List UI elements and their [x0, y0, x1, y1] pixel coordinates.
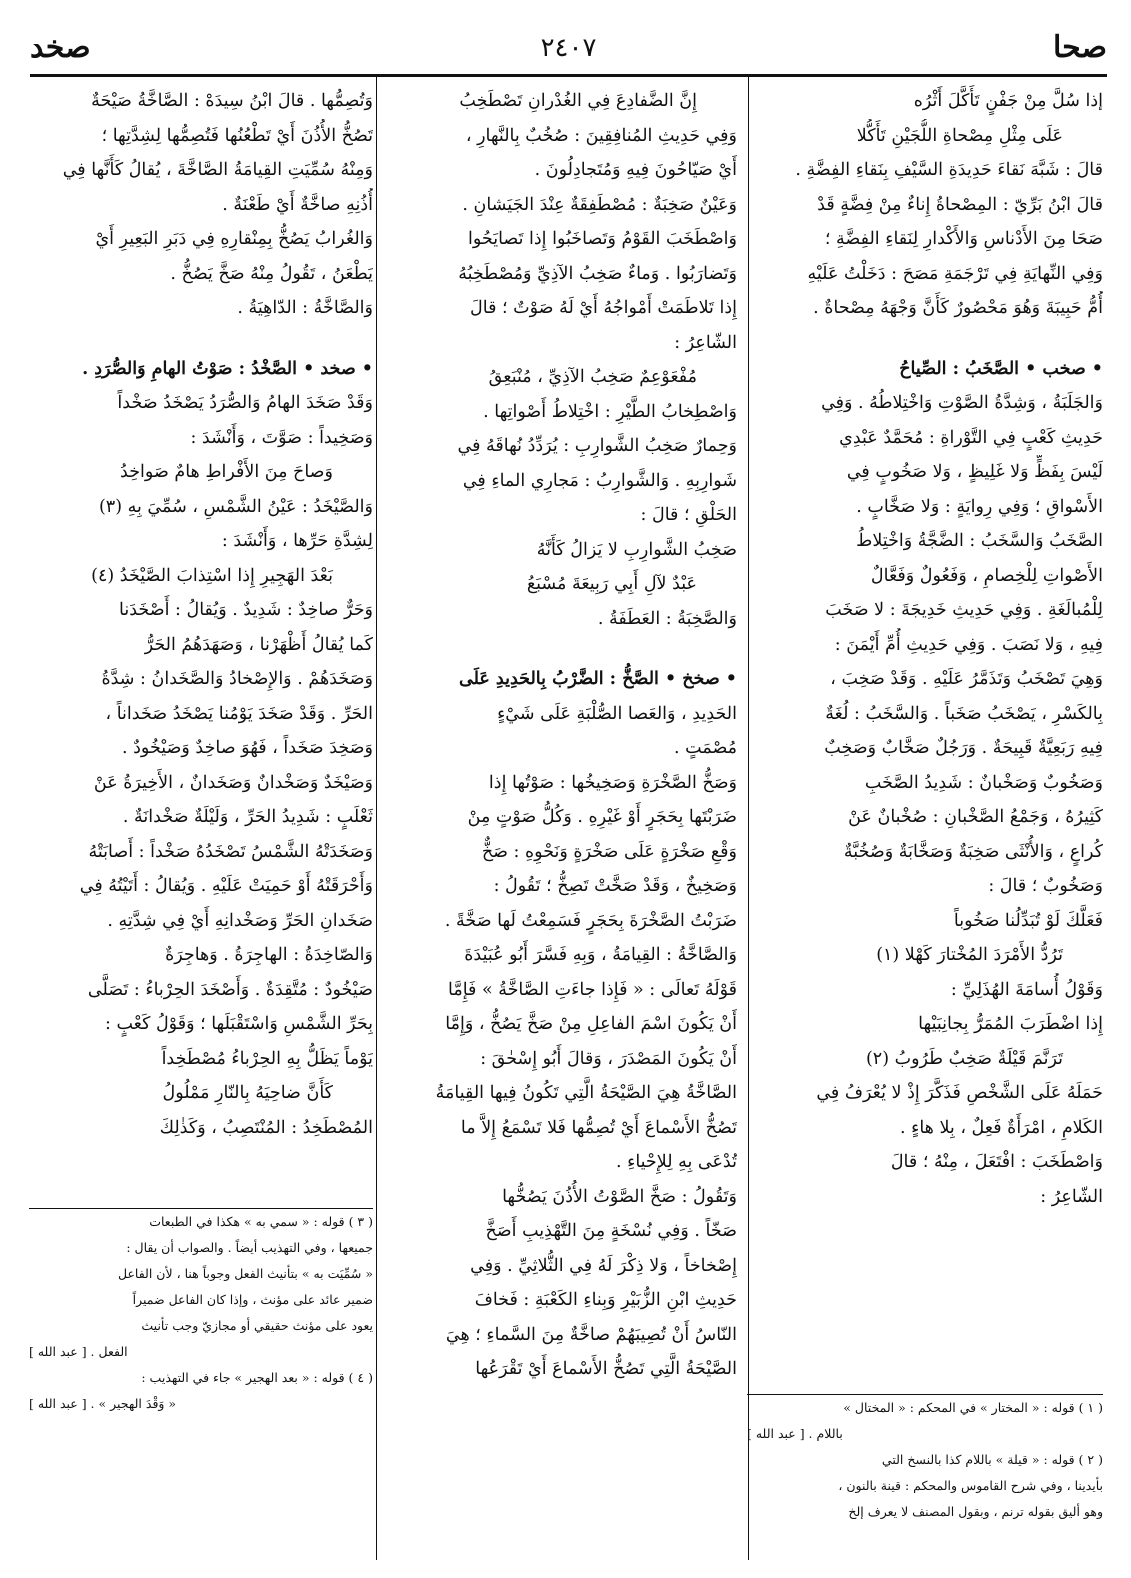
text-line: وَصَيْخَدٌ وَصَخْدانٌ وَصَخَدانٌ ، الأَخِيرَةُ عَنْ — [93, 772, 373, 793]
text-line: وَالصَّخِبَةُ : العَطَفَةُ . — [597, 608, 737, 629]
text-line: الأَسْواقِ ؛ وَفِي رِوايَةٍ : وَلا صَخَّابٍ . — [856, 496, 1103, 517]
verse-line: إِذا اضْطَرَبَ المُمَرُّ بِجانِبَيْها — [918, 1014, 1103, 1034]
text-line: وَالصَّيْخَدُ : عَيْنُ الشَّمْسِ ، سُمِّيَ بِهِ (٣) — [98, 496, 373, 517]
text-line: قالَ ابْنُ بَرِّيّ : المِصْحاةُ إِناءٌ مِنْ فِضَّةٍ قَدْ — [817, 194, 1103, 215]
text-line: إِصْخاخاً ، وَلا ذِكْرَ لَهُ فِي الثُّلاثِيِّ . وَفِي — [470, 1255, 737, 1276]
text-line: لِلْمُبالَغَةِ . وَفِي حَدِيثِ خَدِيجَةَ : لا صَخَبَ — [825, 600, 1103, 620]
column-right — [747, 84, 1103, 1564]
text-line: وَهِيَ تَصْخَبُ وَتَذَمَّرُ عَلَيْهِ . وَقَدْ صَخِبَ ، — [830, 669, 1103, 689]
text-line: وَاصْطِخابُ الطَّيْرِ : اخْتِلاطُ أَصْواتِها . — [483, 401, 737, 422]
footnote-line: ( ٢ ) قوله : « قيلة » باللام كذا بالنسخ التي — [881, 1452, 1103, 1467]
verse-line: صَخِبُ الشَّوارِبِ لا يَزالُ كَأَنَّهُ — [536, 539, 737, 560]
verse-line: عَلَى مِثْلِ مِصْحاةِ اللُّجَيْنِ تَأَكُّلا — [856, 125, 1063, 146]
text-line: لَيْسَ بِفَظٍّ وَلا غَلِيظٍ ، وَلا صَخُوبٍ فِي — [846, 462, 1103, 482]
footnote-line: ( ٤ ) قوله : « بعد الهجير » جاء في التهذيب : — [141, 1370, 373, 1385]
verse-line: تَرَنَّمَ قَيْلَةٌ صَخِبٌ طَرُوبُ (٢) — [865, 1048, 1063, 1069]
text-line: وَاصْطَخَبَ القَوْمُ وَتَصاخَبُوا إِذا تَصايَحُوا — [468, 229, 737, 249]
text-line: وَتَقُولُ : صَخَّ الصَّوْتُ الأُذُنَ يَصُخُّها — [502, 1186, 737, 1207]
text-line: وَقَدْ صَخَدَ الهامُ وَالصُّرَدُ يَصْخَدُ صَخْداً — [117, 393, 373, 413]
text-line: وَقَوْلُ أُسامَةَ الهُذَلِيِّ : — [950, 979, 1103, 1000]
text-line: وَالجَلَبَةُ ، وَشِدَّةُ الصَّوْتِ وَاخْتِلاطُهُ . وَفِي — [821, 393, 1103, 413]
text-line: الشّاعِرُ : — [1040, 1186, 1103, 1207]
text-line: كَثِيرُهُ ، وَجَمْعُ الصَّخْبانِ : صُخْبانٌ عَنْ — [848, 807, 1103, 827]
text-line: وَحِمارٌ صَخِبُ الشَّوارِبِ : يُرَدِّدُ نُهاقَهُ فِي — [457, 436, 737, 456]
text-line: وَفِي حَدِيثِ المُنافِقِينَ : صُخُبٌ بِالنَّهارِ ، — [465, 125, 737, 146]
text-line: ثَعْلَبٍ : شَدِيدُ الحَرِّ ، وَلَيْلَةٌ صَخْدانَةٌ . — [122, 807, 373, 827]
text-line: أَنْ يَكُونَ اسْمَ الفاعِلِ مِنْ صَخَّ يَصُخُّ ، وَإِمَّا — [445, 1014, 737, 1034]
text-line: وَقْعِ صَخْرَةٍ عَلَى صَخْرَةٍ وَنَحْوِهِ : صَخٌّ — [481, 841, 737, 862]
column-middle — [391, 84, 737, 1564]
verse-line: بَعْدَ الهَجِيرِ إِذا اسْتِذابَ الصَّيْخَدُ (٤) — [91, 565, 333, 586]
text-line: لِشِدَّةِ حَرِّها ، وَأَنْشَدَ : — [221, 531, 373, 551]
footnote-line: جميعها ، وفي التهذيب أيضاً . والصواب أن يقال : — [126, 1240, 373, 1255]
text-line: أَنْ يَكُونَ المَصْدَرَ ، وَقالَ أَبُو إِسْحٰقَ : — [480, 1048, 737, 1069]
verse-line: فَعَلَّكَ لَوْ تُبَدِّلُنا صَخُوباً — [953, 910, 1103, 931]
text-line: الشّاعِرُ : — [674, 332, 737, 353]
text-line: كُراعٍ ، وَالأُنْثَى صَخِبَةٌ وَصَخَّابَةٌ وَصُخُبَّةٌ — [843, 841, 1103, 862]
footnote-line: باللام . [ عبد الله ] — [747, 1426, 843, 1441]
footnote-line: « وَقْدَ الهجير » . [ عبد الله ] — [29, 1396, 177, 1411]
text-line: فِيهِ ، وَلا نَصَبَ . وَفِي حَدِيثِ أُمِّ أَيْمَنَ : — [834, 634, 1103, 655]
footnote-line: ( ١ ) قوله : « المختار » في المحكم : « المختال » — [843, 1400, 1103, 1415]
text-line: حَدِيثِ كَعْبٍ فِي التَّوْراةِ : مُحَمَّدٌ عَبْدِي — [839, 427, 1103, 448]
text-line: وَفِي النِّهايَةِ فِي تَرْجَمَةِ مَصَحَ : دَخَلْتُ عَلَيْهِ — [807, 263, 1103, 284]
text-line: وَمِنْهُ سُمِّيَتِ القِيامَةُ الصَّاخَّةَ ، يُقالُ كَأَنَّها فِي — [62, 160, 373, 180]
footnote-line: « سُمِّيَت به » بتأنيث الفعل وجوباً هنا ، لأن الفاعل — [117, 1266, 373, 1281]
text-line: صَخّاً . وَفِي نُسْخَةٍ مِنَ التَّهْذِيبِ أَصَخَّ — [485, 1221, 737, 1241]
entry-heading: • صخخ • الصَّخُّ : الضَّرْبُ بِالحَدِيدِ عَلَى — [459, 669, 737, 689]
text-line: وَأَحْرَقَتْهُ أَوْ حَمِيَتْ عَلَيْهِ . وَيُقالُ : أَتَيْتُهُ فِي — [79, 876, 373, 896]
text-line: شَوارِبِهِ . وَالشَّوارِبُ : مَجارِي الماءِ فِي — [462, 470, 737, 491]
text-line: تُدْعَى بِهِ لِلإِحْياءِ . — [615, 1152, 737, 1172]
footnote-line: بأيدينا ، وفي شرح القاموس والمحكم : قينة بالنون ، — [838, 1478, 1103, 1493]
entry-heading: • صخب • الصَّخَبُ : الصِّياحُ — [899, 358, 1103, 379]
header-rule — [30, 74, 1107, 77]
text-line: وَصَخَدَهُمْ . وَالإِصْخادُ وَالصَّخَدانُ : شِدَّةُ — [101, 669, 373, 689]
text-line: أَيْ صَيّاحُونَ فِيهِ وَمُتَجادِلُونَ . — [534, 160, 737, 180]
text-line: الحَرِّ . وَقَدْ صَخَدَ يَوْمُنا يَصْخَدُ صَخَداناً ، — [105, 703, 373, 724]
header-left-word: صخد — [30, 30, 91, 65]
text-line: إِذا تَلاطَمَتْ أَمْواجُهُ أَيْ لَهُ صَوْتٌ ؛ قالَ — [470, 298, 737, 318]
text-line: الصَّخَبُ وَالسَّخَبُ : الضَّجَّةُ وَاخْتِلاطُ — [856, 531, 1103, 551]
running-header — [30, 28, 1107, 74]
text-line: وَالغُرابُ يَصُخُّ بِمِنْقارِهِ فِي دَبَرِ البَعِيرِ أَيْ — [95, 229, 373, 249]
verse-line: إذا سُلَّ مِنْ جَفْنٍ تَأَكَّلَ أَثْرُه — [913, 91, 1103, 111]
text-line: حَدِيثِ ابْنِ الزُّبَيْرِ وَبِناءِ الكَعْبَةِ : فَخافَ — [474, 1290, 737, 1310]
text-line: الكَلامِ ، امْرَأَةٌ فَعِلٌ ، بِلا هاءٍ . — [899, 1117, 1103, 1138]
text-line: وَاصْطَخَبَ : افْتَعَلَ ، مِنْهُ ؛ قالَ — [890, 1152, 1103, 1172]
verse-line: تَرُدُّ الأَمْرَدَ المُخْتارَ كَهْلا (١) — [876, 945, 1063, 965]
verse-line: عَبْدٌ لآلِ أَبِي رَبِيعَةَ مُسْبَعُ — [526, 574, 697, 594]
text-line: صَحَا مِنَ الأَدْناسِ وَالأَكْدارِ لِنَقاءِ الفِضَّةِ ؛ — [824, 229, 1103, 249]
text-line: فِيهِ رَبَعِيَّةٌ قَبِيحَةٌ . وَرَجُلٌ صَخَّابٌ وَصَخِبٌ — [824, 738, 1103, 758]
text-line: بِحَرِّ الشَّمْسِ وَاسْتَقْبَلَها ؛ وَقَوْلُ كَعْبٍ : — [104, 1014, 373, 1034]
text-line: تَصُخُّ الأَسْماعَ أَيْ تُصِمُّها فَلا تَسْمَعُ إِلاَّ ما — [460, 1117, 737, 1138]
text-line: ضَرَبْتَها بِحَجَرٍ أَوْ غَيْرِهِ . وَكُلُّ صَوْتٍ مِنْ — [467, 807, 737, 827]
text-line: بِالكَسْرِ ، يَصْخَبُ صَخَباً . وَالسَّخَبُ : لُغَةٌ — [825, 703, 1103, 724]
text-line: أُذُنِهِ صاخَّةٌ أَيْ طَعْنَةٌ . — [222, 194, 373, 215]
text-line: الحَلْقِ ؛ قالَ : — [640, 505, 737, 525]
text-line: الأَصْواتِ لِلْخِصامِ ، وَفَعُولٌ وَفَعَّالٌ — [870, 565, 1103, 586]
footnote-line: يعود على مؤنث حقيقي أو مجازيّ وجب تأنيث — [141, 1318, 373, 1333]
text-line: وَصَخِيخٌ ، وَقَدْ صَخَّتْ تَصِخُّ ؛ تَقُولُ : — [493, 876, 737, 896]
verse-line: إِنَّ الضَّفادِعَ فِي الغُدْرانِ تَصْطَخِبُ — [459, 91, 697, 111]
verse-line: يَوْماً يَظَلُّ بِهِ الحِرْباءُ مُصْطَخِداً — [161, 1048, 373, 1069]
footnote-line: ضمير عائد على مؤنث ، وإذا كان الفاعل ضميراً — [132, 1292, 373, 1307]
text-line: الصَّاخَّةُ هِيَ الصَّيْحَةُ الَّتِي تَكُونُ فِيها القِيامَةُ — [435, 1083, 737, 1103]
column-divider-left — [376, 76, 377, 1560]
verse-line: وَصاحَ مِنَ الأَفْراطِ هامٌ صَواخِدُ — [120, 462, 333, 482]
text-line: حَمَلَهُ عَلَى الشَّخْصِ فَذَكَّرَ إِذْ لا يُعْرَفُ فِي — [816, 1083, 1103, 1103]
text-line: وَصَخُوبٌ ؛ قالَ : — [988, 876, 1103, 896]
text-line: وَصَخُّ الصَّخْرَةِ وَصَخِيخُها : صَوْتُها إِذا — [488, 772, 737, 793]
text-line: كَما يُقالُ أَظْهَرْنا ، وَصَهَدَهُمُ الحَرُّ — [144, 634, 373, 655]
text-line: وَالصَّاخَّةُ : الدّاهِيَةُ . — [237, 298, 373, 318]
footnotes-right — [747, 1394, 1103, 1525]
text-line: قالَ : شَبَّهَ نَقاءَ حَدِيدَةِ السَّيْفِ بِنَقاءِ الفِضَّةِ . — [795, 160, 1103, 180]
text-line: المُصْطَخِدُ : المُنْتَصِبُ ، وَكَذٰلِكَ — [159, 1117, 373, 1138]
text-line: يَطْعَنُ ، تَقُولُ مِنْهُ صَخَّ يَصُخُّ . — [170, 263, 373, 284]
text-line: تَصُخُّ الأُذُنَ أَيْ تَطْعُنُها فَتُصِمُّها لِشِدَّتِها ؛ — [101, 125, 373, 146]
text-line: وَصَخَدَتْهُ الشَّمْسُ تَصْخَدُهُ صَخْداً : أَصابَتْهُ — [88, 841, 373, 862]
text-line: أُمُّ حَبِيبَةَ وَهُوَ مَحْصُورٌ كَأَنَّ وَجْهَهُ مِصْحاةٌ . — [813, 298, 1103, 318]
text-line: وَصَخِيداً : صَوَّتَ ، وَأَنْشَدَ : — [190, 427, 373, 448]
page-number: ٢٤٠٧ — [540, 33, 597, 63]
text-line: وَصَخُوبٌ وَصَخْبانٌ : شَدِيدُ الصَّخَبِ — [864, 772, 1103, 793]
footnote-line: وهو أليق بقوله ترنم ، وبقول المصنف لا يعرف إلخ — [848, 1504, 1103, 1519]
text-line: وَتَضارَبُوا . وَماءٌ صَخِبُ الآذِيِّ وَمُصْطَخِبُهُ — [458, 263, 737, 284]
text-line: ضَرَبْتُ الصَّخْرَةَ بِحَجَرٍ فَسَمِعْتُ لَها صَخَّةً . — [444, 910, 737, 931]
text-line: وَعَيْنٌ صَخِبَةٌ : مُصْطَفِقَةٌ عِنْدَ الجَيَشانِ . — [462, 194, 737, 215]
footnote-line: الفعل . [ عبد الله ] — [29, 1344, 128, 1359]
text-line: قَوْلَهُ تَعالَى : « فَإِذا جاءَتِ الصَّاخَّةُ » فَإِمَّا — [447, 979, 737, 1000]
verse-line: كَأَنَّ ضاحِيَهُ بِالنّارِ مَمْلُولُ — [162, 1083, 333, 1103]
text-line: النّاسُ أَنْ تُصِيبَهُمْ صاخَّةٌ مِنَ السَّماءِ ؛ هِيَ — [445, 1324, 737, 1345]
text-line: مُصْمَتٍ . — [674, 738, 737, 758]
header-right-word: صحا — [1053, 30, 1107, 65]
text-line: الصَّيْحَةُ الَّتِي تَصُخُّ الأَسْماعَ أَيْ تَقْرَعُها — [475, 1359, 737, 1379]
text-line: صَخَدانِ الحَرِّ وَصَخْدانِهِ أَيْ فِي شِدَّتِهِ . — [107, 910, 373, 931]
text-line: وَحَرٌّ صاخِدٌ : شَدِيدٌ . وَيُقالُ : أَصْخَدَنا — [119, 600, 373, 620]
text-line: وَتُصِمُّها . قالَ ابْنُ سِيدَهْ : الصَّاخَّةُ صَيْحَةٌ — [91, 91, 373, 111]
footnote-line: ( ٣ ) قوله : « سمي به » هكذا في الطبعات — [149, 1214, 373, 1229]
entry-heading: • صخد • الصَّخْدُ : صَوْتُ الهامِ وَالصُّرَدِ . — [82, 358, 373, 379]
footnotes-left — [29, 1208, 373, 1417]
text-line: الحَدِيدِ ، وَالعَصا الصُّلْبَةِ عَلَى شَيْءٍ — [497, 703, 737, 724]
text-line: وَالصّاخِدَةُ : الهاجِرَةُ . وَهاجِرَةٌ — [165, 945, 373, 965]
text-line: وَالصَّاخَّةُ : القِيامَةُ ، وَبِهِ فَسَّرَ أَبُو عُبَيْدَةَ — [464, 945, 737, 965]
verse-line: مُفْعَوْعِمٌ صَخِبُ الآذِيِّ ، مُنْبَعِقُ — [488, 367, 697, 387]
text-line: وَصَخِدَ صَخَداً ، فَهُوَ صاخِدٌ وَصَيْخُودٌ . — [122, 738, 373, 758]
text-line: صَيْخُودٌ : مُتَّقِدَةٌ . وَأَصْخَدَ الحِرْباءُ : تَصَلَّى — [87, 979, 373, 1000]
